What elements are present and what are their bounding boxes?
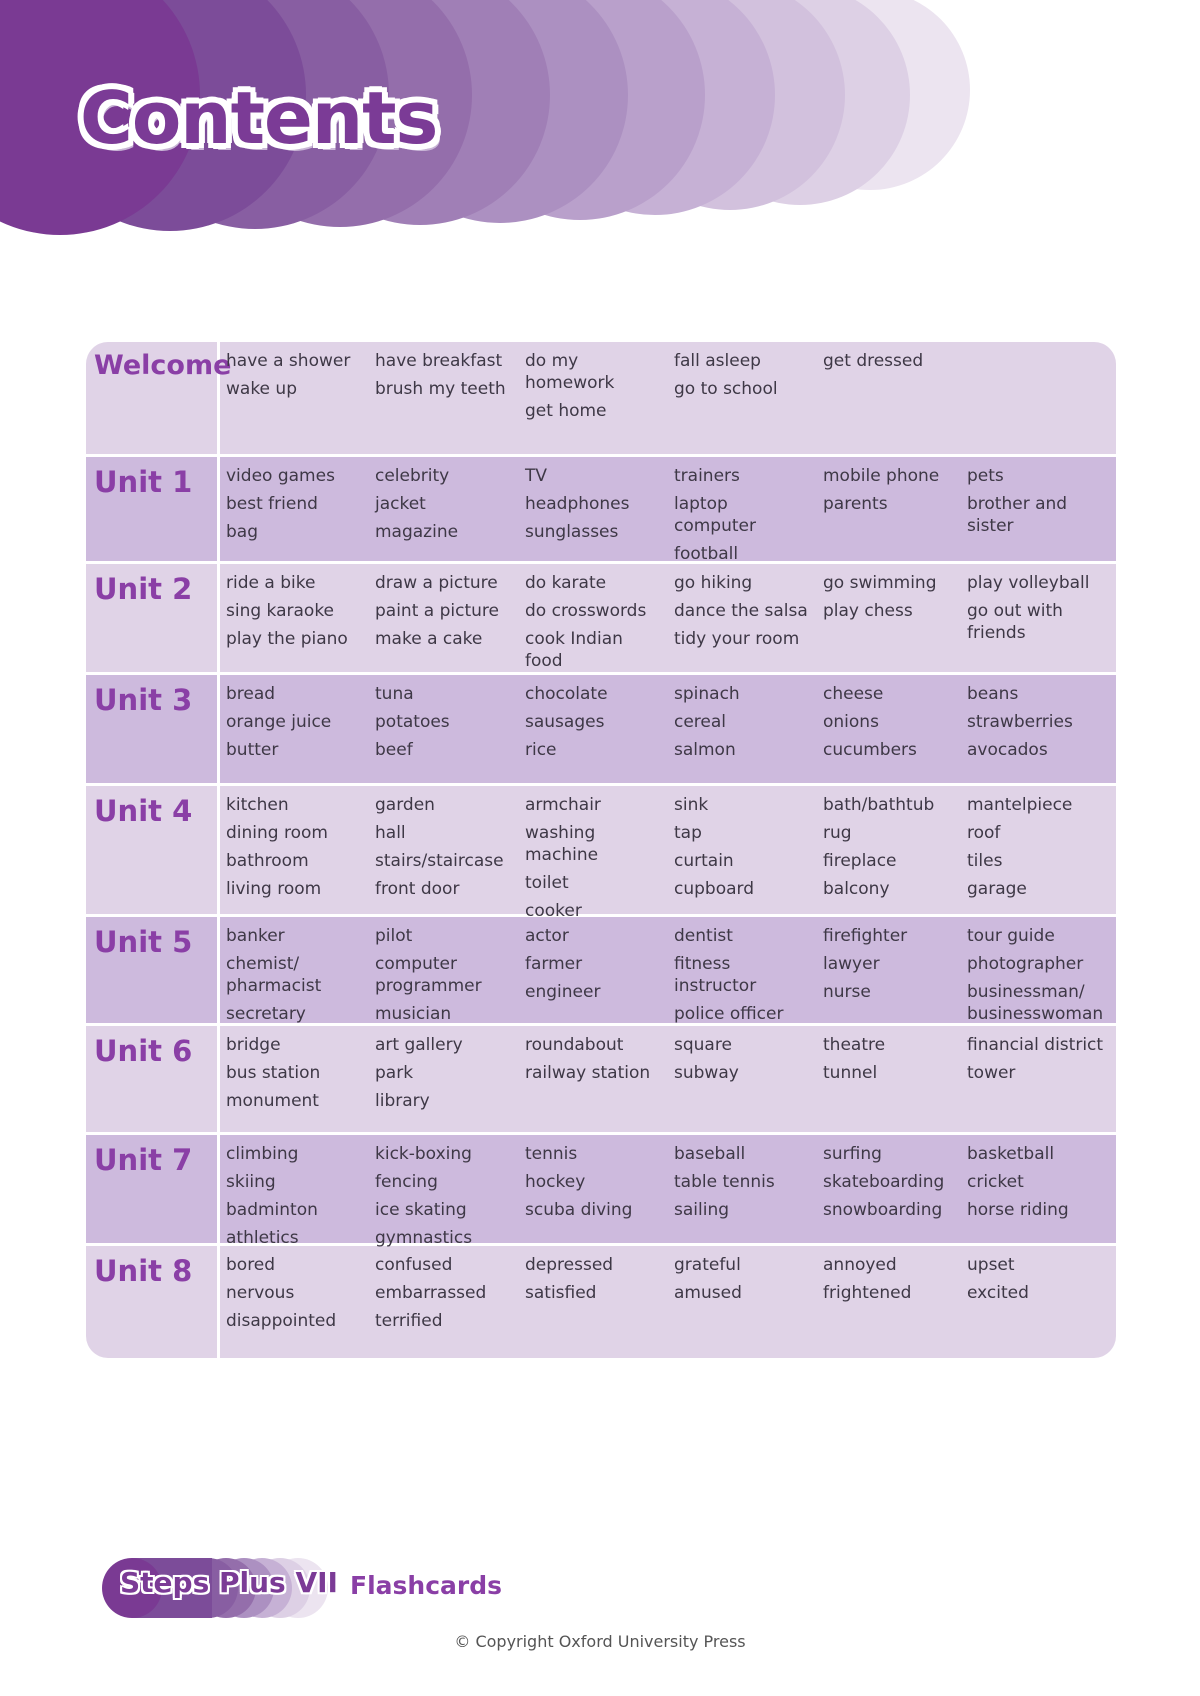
vocab-column: [823, 572, 967, 662]
vocab-item: mobile phone: [823, 466, 940, 486]
vocab-item: play volleyball: [967, 573, 1090, 593]
vocab-item: art gallery: [375, 1035, 463, 1055]
vocab-item: tunnel: [823, 1063, 878, 1083]
unit-row: [86, 1135, 1116, 1246]
vocab-item: cupboard: [674, 879, 755, 899]
vocab-item: cereal: [674, 712, 727, 732]
vocab-item: snowboarding: [823, 1200, 943, 1220]
vocab-column: [674, 794, 823, 904]
vocab-column: [967, 350, 1116, 444]
vocab-item: bridge: [226, 1035, 281, 1055]
vocab-item: upset: [967, 1255, 1015, 1275]
vocab-item: disappointed: [226, 1311, 337, 1331]
vocab-item: rug: [823, 823, 852, 843]
vocab-item: satisfied: [525, 1283, 597, 1303]
contents-table: [86, 342, 1116, 1358]
vocab-column: [967, 1254, 1116, 1348]
vocab-item: secretary: [226, 1004, 306, 1024]
page-title: Contents: [80, 76, 438, 160]
vocab-item: park: [375, 1063, 414, 1083]
vocab-item: sausages: [525, 712, 605, 732]
vocab-item: musician: [375, 1004, 452, 1024]
vocab-item: bread: [226, 684, 276, 704]
vocab-item: frightened: [823, 1283, 912, 1303]
vocab-column: [375, 1254, 525, 1348]
vocab-item: basketball: [967, 1144, 1055, 1164]
vocab-item: go hiking: [674, 573, 753, 593]
vocab-item: onions: [823, 712, 879, 732]
vocab-column: [674, 925, 823, 1024]
vocab-column: [525, 925, 674, 1013]
vocab-item: photographer: [967, 954, 1084, 974]
vocab-item: baseball: [674, 1144, 746, 1164]
vocab-column: [226, 572, 375, 662]
vocab-item: kick-boxing: [375, 1144, 472, 1164]
vocab-item: parents: [823, 494, 888, 514]
vocab-item: washing machine: [525, 823, 599, 865]
vocab-item: celebrity: [375, 466, 450, 486]
vocab-column: [226, 465, 375, 551]
vocab-column: [525, 1254, 674, 1348]
vocab-item: do karate: [525, 573, 607, 593]
vocab-item: tidy your room: [674, 629, 800, 649]
vocab-item: do my homework: [525, 351, 615, 393]
vocab-item: bath/bathtub: [823, 795, 935, 815]
vocab-column: [375, 683, 525, 773]
unit-row: [86, 1026, 1116, 1135]
vocab-column: [967, 1143, 1116, 1233]
vocab-item: wake up: [226, 379, 297, 399]
vocab-item: terrified: [375, 1311, 443, 1331]
vocab-item: theatre: [823, 1035, 886, 1055]
vocab-column: [525, 350, 674, 444]
vocab-item: go to school: [674, 379, 778, 399]
vocab-item: magazine: [375, 522, 459, 542]
vocab-item: strawberries: [967, 712, 1073, 732]
vocab-item: tour guide: [967, 926, 1055, 946]
vocab-item: pets: [967, 466, 1004, 486]
vocab-item: actor: [525, 926, 569, 946]
unit-label: Unit 2: [86, 564, 220, 672]
vocab-item: cooker: [525, 901, 582, 921]
vocab-item: front door: [375, 879, 460, 899]
vocab-column: [226, 1254, 375, 1348]
vocab-item: excited: [967, 1283, 1029, 1303]
vocab-column: [226, 683, 375, 773]
vocab-column: [375, 465, 525, 551]
vocab-item: bored: [226, 1255, 276, 1275]
vocab-item: have a shower: [226, 351, 351, 371]
vocab-item: athletics: [226, 1228, 299, 1248]
vocab-column: [967, 465, 1116, 551]
vocab-item: hockey: [525, 1172, 586, 1192]
vocab-item: fitness instructor: [674, 954, 757, 996]
vocab-item: go swimming: [823, 573, 937, 593]
vocab-item: do crosswords: [525, 601, 647, 621]
vocab-item: scuba diving: [525, 1200, 633, 1220]
vocab-item: make a cake: [375, 629, 483, 649]
vocab-item: annoyed: [823, 1255, 897, 1275]
vocab-column: [525, 1143, 674, 1233]
vocab-item: bag: [226, 522, 258, 542]
vocab-item: police officer: [674, 1004, 784, 1024]
vocab-column: [823, 683, 967, 773]
vocab-column: [823, 1143, 967, 1233]
vocab-column: [674, 465, 823, 564]
vocab-item: hall: [375, 823, 406, 843]
vocab-item: brush my teeth: [375, 379, 506, 399]
vocab-item: paint a picture: [375, 601, 499, 621]
vocab-item: climbing: [226, 1144, 299, 1164]
vocab-column: [674, 350, 823, 444]
vocab-item: play the piano: [226, 629, 348, 649]
vocab-item: rice: [525, 740, 557, 760]
vocab-column: [823, 465, 967, 551]
vocab-column: [823, 925, 967, 1013]
unit-row: [86, 675, 1116, 786]
vocab-item: amused: [674, 1283, 742, 1303]
vocab-item: cricket: [967, 1172, 1024, 1192]
vocab-item: get dressed: [823, 351, 924, 371]
vocab-item: sing karaoke: [226, 601, 335, 621]
vocab-column: [967, 572, 1116, 662]
vocab-item: dining room: [226, 823, 328, 843]
vocab-item: stairs/staircase: [375, 851, 504, 871]
vocab-column: [226, 1143, 375, 1248]
vocab-item: avocados: [967, 740, 1048, 760]
vocab-item: depressed: [525, 1255, 614, 1275]
vocab-item: toilet: [525, 873, 569, 893]
vocab-item: orange juice: [226, 712, 332, 732]
vocab-item: badminton: [226, 1200, 318, 1220]
unit-label: Welcome: [86, 342, 220, 454]
vocab-column: [375, 1143, 525, 1248]
vocab-column: [823, 794, 967, 904]
vocab-item: horse riding: [967, 1200, 1069, 1220]
vocab-item: TV: [525, 466, 548, 486]
vocab-item: armchair: [525, 795, 601, 815]
vocab-item: embarrassed: [375, 1283, 487, 1303]
vocab-item: chocolate: [525, 684, 608, 704]
vocab-item: lawyer: [823, 954, 880, 974]
vocab-item: tower: [967, 1063, 1016, 1083]
vocab-column: [525, 1034, 674, 1122]
vocab-item: businessman/ businesswoman: [967, 982, 1104, 1024]
vocab-column: [525, 683, 674, 773]
vocab-column: [674, 683, 823, 773]
vocab-item: firefighter: [823, 926, 908, 946]
vocab-item: tiles: [967, 851, 1003, 871]
vocab-column: [674, 572, 823, 662]
unit-label: Unit 4: [86, 786, 220, 914]
vocab-item: dentist: [674, 926, 733, 946]
vocab-item: beef: [375, 740, 413, 760]
unit-row: [86, 564, 1116, 675]
vocab-item: butter: [226, 740, 279, 760]
vocab-item: ice skating: [375, 1200, 467, 1220]
vocab-item: sink: [674, 795, 709, 815]
unit-label: Unit 1: [86, 457, 220, 561]
vocab-item: bathroom: [226, 851, 309, 871]
vocab-item: railway station: [525, 1063, 651, 1083]
vocab-column: [967, 683, 1116, 773]
vocab-item: roof: [967, 823, 1001, 843]
unit-row: [86, 917, 1116, 1026]
vocab-item: table tennis: [674, 1172, 775, 1192]
vocab-item: financial district: [967, 1035, 1104, 1055]
vocab-column: [967, 925, 1116, 1024]
vocab-item: curtain: [674, 851, 734, 871]
vocab-column: [823, 350, 967, 444]
vocab-item: go out with friends: [967, 601, 1063, 643]
product-name: Flashcards: [350, 1571, 502, 1600]
vocab-item: tap: [674, 823, 702, 843]
vocab-column: [375, 925, 525, 1024]
vocab-item: ride a bike: [226, 573, 316, 593]
vocab-column: [674, 1254, 823, 1348]
vocab-item: cheese: [823, 684, 884, 704]
vocab-column: [967, 1034, 1116, 1122]
vocab-item: dance the salsa: [674, 601, 808, 621]
vocab-column: [967, 794, 1116, 904]
vocab-item: computer programmer: [375, 954, 482, 996]
vocab-item: video games: [226, 466, 335, 486]
vocab-item: cucumbers: [823, 740, 917, 760]
vocab-column: [226, 794, 375, 904]
vocab-item: chemist/ pharmacist: [226, 954, 322, 996]
vocab-column: [823, 1254, 967, 1348]
vocab-column: [375, 794, 525, 904]
vocab-item: get home: [525, 401, 607, 421]
vocab-item: skiing: [226, 1172, 276, 1192]
vocab-item: grateful: [674, 1255, 741, 1275]
vocab-item: potatoes: [375, 712, 450, 732]
vocab-item: library: [375, 1091, 430, 1111]
vocab-item: laptop computer: [674, 494, 756, 536]
steps-plus-logo: Steps Plus VII: [120, 1566, 338, 1599]
vocab-item: garage: [967, 879, 1027, 899]
vocab-item: tuna: [375, 684, 414, 704]
vocab-item: cook Indian food: [525, 629, 623, 671]
vocab-item: living room: [226, 879, 322, 899]
vocab-item: nervous: [226, 1283, 295, 1303]
vocab-item: garden: [375, 795, 435, 815]
vocab-item: salmon: [674, 740, 736, 760]
vocab-column: [674, 1143, 823, 1233]
vocab-item: pilot: [375, 926, 413, 946]
unit-row: [86, 786, 1116, 921]
vocab-item: headphones: [525, 494, 630, 514]
vocab-column: [525, 572, 674, 671]
vocab-item: monument: [226, 1091, 319, 1111]
vocab-item: football: [674, 544, 739, 564]
vocab-item: mantelpiece: [967, 795, 1073, 815]
vocab-item: fencing: [375, 1172, 438, 1192]
vocab-column: [375, 572, 525, 662]
vocab-item: balcony: [823, 879, 890, 899]
unit-label: Unit 3: [86, 675, 220, 783]
vocab-item: bus station: [226, 1063, 321, 1083]
vocab-item: sailing: [674, 1200, 730, 1220]
vocab-item: skateboarding: [823, 1172, 945, 1192]
vocab-item: fall asleep: [674, 351, 761, 371]
vocab-column: [226, 350, 375, 444]
vocab-item: subway: [674, 1063, 739, 1083]
vocab-item: kitchen: [226, 795, 289, 815]
vocab-item: best friend: [226, 494, 318, 514]
unit-label: Unit 8: [86, 1246, 220, 1358]
unit-row: [86, 342, 1116, 457]
vocab-item: surfing: [823, 1144, 882, 1164]
unit-row: [86, 1246, 1116, 1358]
vocab-item: play chess: [823, 601, 913, 621]
vocab-item: spinach: [674, 684, 740, 704]
vocab-item: banker: [226, 926, 285, 946]
vocab-column: [823, 1034, 967, 1122]
vocab-item: roundabout: [525, 1035, 624, 1055]
vocab-item: farmer: [525, 954, 583, 974]
copyright: © Copyright Oxford University Press: [454, 1632, 746, 1651]
vocab-column: [375, 350, 525, 444]
vocab-column: [226, 1034, 375, 1122]
unit-label: Unit 7: [86, 1135, 220, 1243]
unit-row: [86, 457, 1116, 564]
vocab-item: fireplace: [823, 851, 897, 871]
vocab-item: jacket: [375, 494, 426, 514]
vocab-column: [525, 465, 674, 551]
vocab-item: confused: [375, 1255, 453, 1275]
vocab-item: square: [674, 1035, 732, 1055]
vocab-column: [226, 925, 375, 1024]
vocab-item: brother and sister: [967, 494, 1068, 536]
vocab-column: [375, 1034, 525, 1122]
vocab-item: sunglasses: [525, 522, 619, 542]
vocab-item: engineer: [525, 982, 601, 1002]
vocab-column: [674, 1034, 823, 1122]
vocab-item: gymnastics: [375, 1228, 473, 1248]
vocab-item: trainers: [674, 466, 740, 486]
vocab-item: beans: [967, 684, 1019, 704]
vocab-item: tennis: [525, 1144, 578, 1164]
unit-label: Unit 5: [86, 917, 220, 1023]
vocab-item: have breakfast: [375, 351, 503, 371]
vocab-item: nurse: [823, 982, 871, 1002]
vocab-item: draw a picture: [375, 573, 498, 593]
vocab-column: [525, 794, 674, 921]
unit-label: Unit 6: [86, 1026, 220, 1132]
